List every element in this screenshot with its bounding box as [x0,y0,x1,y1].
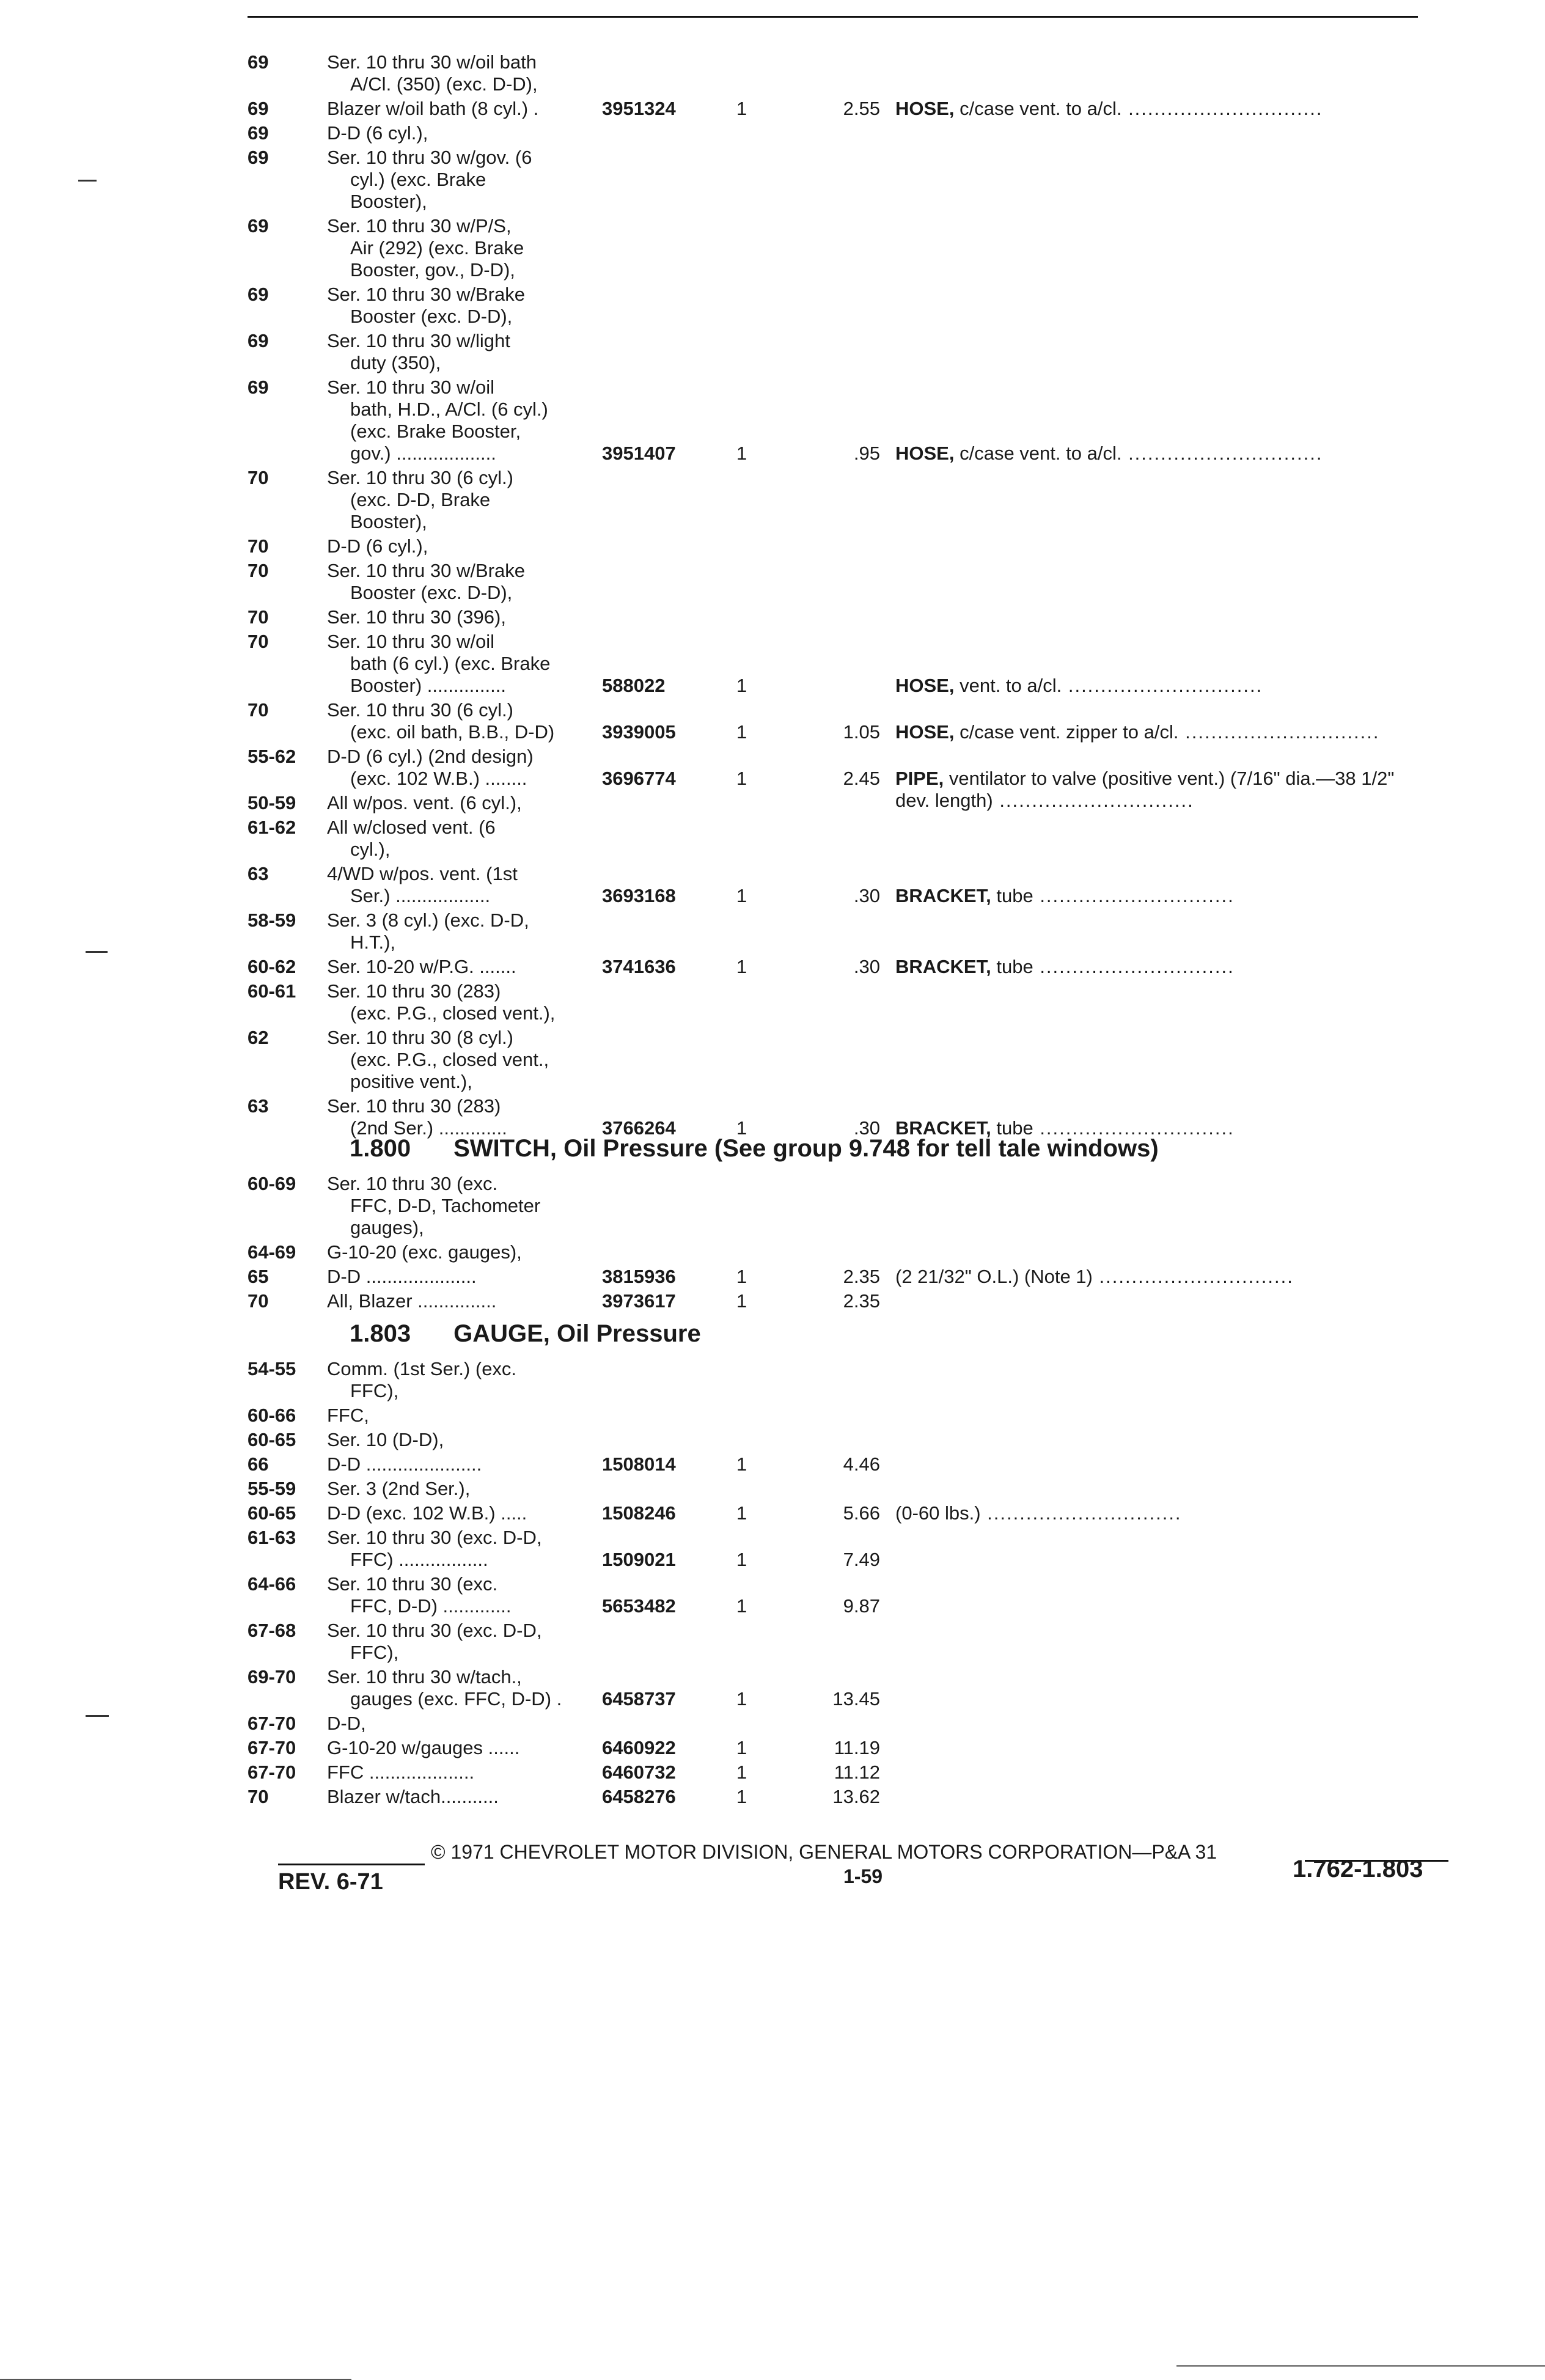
application [327,1453,614,1475]
application [327,909,614,953]
application [327,1527,614,1571]
model-year: 60-62 [248,956,296,977]
quantity: 1 [736,956,747,977]
application-line: D-D ...................... [327,1453,482,1475]
price: 9.87 [843,1595,880,1617]
application-line: duty (350), [350,352,441,373]
price: 5.66 [843,1502,880,1524]
application [327,1666,614,1710]
quantity: 1 [736,1688,747,1710]
application-line: gauges (exc. FFC, D-D) . [350,1688,562,1710]
application-line: FFC, D-D) ............. [350,1595,512,1617]
parts-row [0,631,1545,704]
quantity: 1 [736,1549,747,1570]
application [327,1502,614,1524]
leader-dots: .............................. [1062,675,1263,696]
application [327,1290,614,1312]
parts-row [0,215,1545,288]
model-year: 55-59 [248,1478,296,1499]
application-line: Comm. (1st Ser.) (exc. [327,1358,517,1379]
model-year: 70 [248,1786,269,1807]
application-line: Ser. 10 thru 30 w/tach., [327,1666,522,1688]
application [327,1095,614,1139]
part-number: 6460732 [602,1761,676,1783]
description-text: ventilator to valve (positive vent.) (7/16" dia.—38 1/2" dev. length) [895,768,1395,811]
description-text: c/case vent. to a/cl. [960,443,1122,464]
price: .30 [853,1117,880,1139]
application-line: positive vent.), [350,1071,472,1092]
application-line: Ser. 10 thru 30 (exc. [327,1573,498,1595]
application [327,98,614,120]
section-heading-1800 [350,1135,1202,1162]
description-text: c/case vent. to a/cl. [960,98,1122,119]
application [327,1027,614,1093]
quantity: 1 [736,98,747,119]
application [327,631,614,697]
application-line: FFC) ................. [350,1549,488,1570]
quantity: 1 [736,885,747,906]
description-part-name: HOSE, [895,675,955,696]
application [327,122,614,144]
section-number: 1.800 [350,1135,411,1162]
part-number: 1509021 [602,1549,676,1570]
application-line: D-D (6 cyl.) (2nd design) [327,746,534,767]
parts-row [0,1290,1545,1364]
application-line: (exc. oil bath, B.B., D-D) [350,721,555,743]
application-line: Ser.) .................. [350,885,491,906]
application [327,956,614,978]
application [327,1173,614,1239]
application-line: Ser. 10 thru 30 w/P/S, [327,215,512,237]
section-title: GAUGE, Oil Pressure [453,1320,701,1347]
part-number: 1508246 [602,1502,676,1524]
part-number: 3696774 [602,768,676,789]
application-line: FFC), [350,1380,399,1401]
description [895,721,1433,743]
model-year: 63 [248,863,269,884]
part-number: 3766264 [602,1117,676,1139]
description-text: tube [996,956,1033,977]
part-number: 3815936 [602,1266,676,1287]
application-line: Ser. 10 thru 30 (396), [327,606,506,628]
parts-row [0,1027,1545,1100]
price: 13.62 [832,1786,880,1807]
description [895,98,1433,120]
application-line: Ser. 10-20 w/P.G. ....... [327,956,516,977]
leader-dots: .............................. [1033,1117,1235,1139]
description-part-name: PIPE, [895,768,944,789]
parts-row [0,376,1545,464]
application-line: D-D (6 cyl.), [327,535,428,557]
model-year: 69 [248,215,269,237]
leader-dots: .............................. [1033,885,1235,906]
model-year: 70 [248,467,269,488]
section-heading-1803 [350,1320,744,1348]
group-range: 1.762-1.803 [1293,1856,1423,1882]
price: .30 [853,956,880,977]
price: 2.35 [843,1290,880,1312]
application-line: (exc. Brake Booster, [350,421,521,442]
description-text: tube [996,885,1033,906]
application [327,1266,614,1288]
price: 7.49 [843,1549,880,1570]
quantity: 1 [736,675,747,696]
application-line: Blazer w/tach........... [327,1786,499,1807]
price: .95 [853,443,880,464]
model-year: 69 [248,147,269,168]
application-line: All w/closed vent. (6 [327,817,496,838]
description-text: c/case vent. zipper to a/cl. [960,721,1179,743]
part-number: 1508014 [602,1453,676,1475]
section-title: SWITCH, Oil Pressure (See group 9.748 for tell tale windows) [453,1135,1159,1162]
model-year: 60-65 [248,1429,296,1450]
application [327,1713,614,1735]
model-year: 60-66 [248,1405,296,1426]
leader-dots: .............................. [1033,956,1235,977]
application [327,792,614,814]
description [895,443,1433,465]
model-year: 69 [248,122,269,144]
parts-row [0,147,1545,220]
leader-dots: .............................. [993,790,1194,811]
application [327,606,614,628]
price: 2.45 [843,768,880,789]
model-year: 54-55 [248,1358,296,1379]
leader-dots: .............................. [1121,98,1323,119]
part-number: 6460922 [602,1737,676,1758]
model-year: 66 [248,1453,269,1475]
part-number: 3951324 [602,98,676,119]
application-line: Ser. 10 thru 30 (exc. D-D, [327,1527,542,1548]
application [327,817,614,861]
model-year: 55-62 [248,746,296,767]
application-line: All, Blazer ............... [327,1290,497,1312]
part-number: 3741636 [602,956,676,977]
section-number: 1.803 [350,1320,411,1347]
price: 11.12 [834,1761,880,1783]
part-number: 6458276 [602,1786,676,1807]
description [895,1266,1433,1288]
model-year: 69 [248,98,269,119]
application-line: Ser. 10 thru 30 w/light [327,330,510,351]
quantity: 1 [736,1595,747,1617]
description-part-name: BRACKET, [895,956,991,977]
application-line: Ser. 10 thru 30 (283) [327,1095,501,1117]
application-line: Ser. 10 thru 30 (6 cyl.) [327,467,513,488]
model-year: 61-63 [248,1527,296,1548]
description-part-name: HOSE, [895,721,955,743]
model-year: 64-69 [248,1241,296,1263]
application-line: D-D ..................... [327,1266,477,1287]
revision-label: REV. 6-71 [278,1869,383,1895]
application-line: H.T.), [350,931,396,953]
application-line: (2nd Ser.) ............. [350,1117,507,1139]
part-number: 6458737 [602,1688,676,1710]
model-year: 67-70 [248,1737,296,1758]
application-line: Air (292) (exc. Brake [350,237,524,259]
application [327,1405,614,1427]
application-line: Ser. 10 thru 30 w/oil [327,631,494,652]
application-line: Ser. 10 thru 30 (8 cyl.) [327,1027,513,1048]
application-line: Ser. 3 (8 cyl.) (exc. D-D, [327,909,529,931]
quantity: 1 [736,1786,747,1807]
quantity: 1 [736,768,747,789]
model-year: 70 [248,560,269,581]
application [327,1241,614,1263]
model-year: 64-66 [248,1573,296,1595]
description-text: (0-60 lbs.) [895,1502,981,1524]
application-line: bath (6 cyl.) (exc. Brake [350,653,551,674]
application-line: (exc. D-D, Brake [350,489,491,510]
application-line: gauges), [350,1217,424,1238]
application [327,1358,614,1402]
application-line: A/Cl. (350) (exc. D-D), [350,73,538,95]
application [327,147,614,213]
application-line: Booster (exc. D-D), [350,306,513,327]
model-year: 67-68 [248,1620,296,1641]
copyright-line: © 1971 CHEVROLET MOTOR DIVISION, GENERAL MOTORS CORPORATION—P&A 31 [431,1841,1217,1863]
footer-rule-left [278,1864,425,1865]
application [327,376,614,465]
price: 13.45 [832,1688,880,1710]
application [327,980,614,1024]
parts-row [0,467,1545,540]
price: 11.19 [834,1737,880,1758]
application-line: 4/WD w/pos. vent. (1st [327,863,518,884]
application-line: Ser. 10 thru 30 w/gov. (6 [327,147,532,168]
quantity: 1 [736,1737,747,1758]
leader-dots: .............................. [1092,1266,1294,1287]
price: 2.35 [843,1266,880,1287]
model-year: 70 [248,1290,269,1312]
page-number: 1-59 [843,1865,883,1887]
parts-row [0,1173,1545,1246]
application [327,284,614,328]
application-line: G-10-20 w/gauges ...... [327,1737,520,1758]
leader-dots: .............................. [1121,443,1323,464]
model-year: 58-59 [248,909,296,931]
application [327,1786,614,1808]
quantity: 1 [736,1502,747,1524]
description-text: (2 21/32" O.L.) (Note 1) [895,1266,1093,1287]
application-line: Booster (exc. D-D), [350,582,513,603]
model-year: 70 [248,699,269,721]
model-year: 69 [248,330,269,351]
description-part-name: BRACKET, [895,885,991,906]
application-line: Booster) ............... [350,675,506,696]
model-year: 69-70 [248,1666,296,1688]
description [895,1502,1433,1524]
application-line: FFC, [327,1405,369,1426]
description-text: vent. to a/cl. [960,675,1062,696]
quantity: 1 [736,443,747,464]
application [327,1573,614,1617]
description-text: tube [996,1117,1033,1139]
application-line: Ser. 10 thru 30 w/oil bath [327,51,537,73]
application-line: FFC), [350,1642,399,1663]
price: 1.05 [843,721,880,743]
model-year: 50-59 [248,792,296,814]
price: 2.55 [843,98,880,119]
model-year: 70 [248,535,269,557]
application-line: D-D (exc. 102 W.B.) ..... [327,1502,527,1524]
part-number: 3693168 [602,885,676,906]
description [895,956,1433,978]
application-line: (exc. 102 W.B.) ........ [350,768,527,789]
application-line: D-D, [327,1713,366,1734]
model-year: 60-65 [248,1502,296,1524]
application [327,699,614,743]
description [895,675,1433,697]
application-line: bath, H.D., A/Cl. (6 cyl.) [350,399,548,420]
leader-dots: .............................. [980,1502,1182,1524]
application [327,560,614,604]
application [327,1429,614,1451]
model-year: 65 [248,1266,269,1287]
price: .30 [853,885,880,906]
application [327,1620,614,1664]
application-line: Booster, gov., D-D), [350,259,515,281]
application-line: cyl.), [350,839,391,860]
model-year: 69 [248,51,269,73]
application-line: Ser. 10 thru 30 (exc. [327,1173,498,1194]
quantity: 1 [736,1290,747,1312]
quantity: 1 [736,721,747,743]
description [895,885,1433,907]
application [327,330,614,374]
application [327,535,614,557]
application-line: (exc. P.G., closed vent., [350,1049,549,1070]
application-line: G-10-20 (exc. gauges), [327,1241,522,1263]
application [327,1478,614,1500]
application-line: FFC .................... [327,1761,475,1783]
application-line: Blazer w/oil bath (8 cyl.) . [327,98,539,119]
application-line: Ser. 10 (D-D), [327,1429,444,1450]
application-line: Ser. 10 thru 30 w/Brake [327,560,525,581]
model-year: 60-61 [248,980,296,1002]
model-year: 67-70 [248,1713,296,1734]
application-line: All w/pos. vent. (6 cyl.), [327,792,522,814]
application [327,467,614,533]
application-line: Ser. 10 thru 30 w/Brake [327,284,525,305]
top-rule [248,16,1418,18]
leader-dots: .............................. [1178,721,1380,743]
model-year: 61-62 [248,817,296,838]
part-number: 3951407 [602,443,676,464]
model-year: 62 [248,1027,269,1048]
description-part-name: HOSE, [895,443,955,464]
model-year: 67-70 [248,1761,296,1783]
application-line: gov.) ................... [350,443,496,464]
price: 4.46 [843,1453,880,1475]
application-line: Ser. 10 thru 30 (283) [327,980,501,1002]
application [327,1761,614,1783]
model-year: 69 [248,376,269,398]
application [327,51,614,95]
application-line: cyl.) (exc. Brake [350,169,486,190]
application-line: Booster), [350,511,427,532]
model-year: 69 [248,284,269,305]
application-line: Ser. 10 thru 30 (6 cyl.) [327,699,513,721]
quantity: 1 [736,1761,747,1783]
model-year: 60-69 [248,1173,296,1194]
application-line: Booster), [350,191,427,212]
quantity: 1 [736,1266,747,1287]
model-year: 63 [248,1095,269,1117]
model-year: 70 [248,631,269,652]
application [327,863,614,907]
part-number: 5653482 [602,1595,676,1617]
description-part-name: HOSE, [895,98,955,119]
application-line: (exc. P.G., closed vent.), [350,1002,556,1024]
application [327,215,614,281]
application-line: Ser. 3 (2nd Ser.), [327,1478,471,1499]
application-line: Ser. 10 thru 30 w/oil [327,376,494,398]
model-year: 70 [248,606,269,628]
bottom-rule-right [1176,2365,1545,2367]
quantity: 1 [736,1453,747,1475]
description-part-name: BRACKET, [895,1117,991,1139]
application-line: FFC, D-D, Tachometer [350,1195,541,1216]
part-number: 588022 [602,675,666,696]
application-line: D-D (6 cyl.), [327,122,428,144]
part-number: 3939005 [602,721,676,743]
application [327,746,614,790]
part-number: 3973617 [602,1290,676,1312]
application-line: Ser. 10 thru 30 (exc. D-D, [327,1620,542,1641]
quantity: 1 [736,1117,747,1139]
application [327,1737,614,1759]
